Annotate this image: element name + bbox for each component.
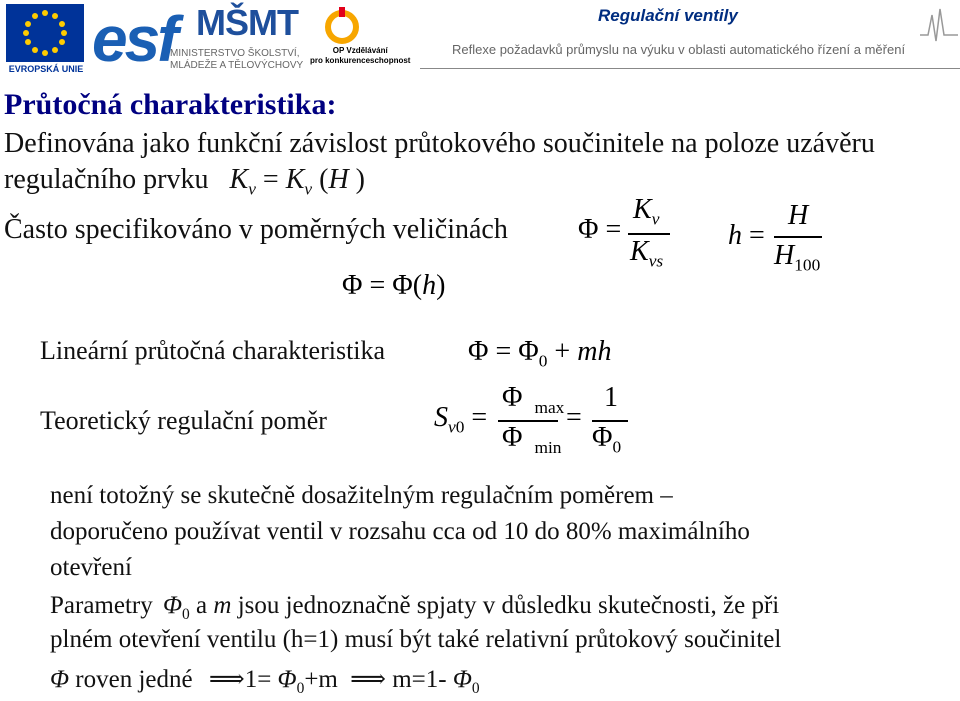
h-equals: h =: [728, 220, 765, 251]
phi-numerator: $K_v$: [633, 194, 660, 229]
header-title: Regulační ventily: [598, 6, 738, 25]
msmt-logo: MŠMT: [196, 2, 298, 43]
phi-denominator: $K_{vs}$: [630, 236, 664, 271]
sv0-symbol: $S_{v0}$ =: [434, 402, 488, 437]
parameters-line-1: Parametry $\Phi_0$ a m jsou jednoznačně spjaty v důsledku skutečnosti, že při: [50, 592, 780, 623]
header-subtitle: Reflexe požadavků průmyslu na výuku v oblasti automatického řízení a měření: [452, 42, 906, 57]
parameters-word: Parametry: [50, 592, 153, 619]
note-line-3: otevření: [50, 554, 132, 581]
msmt-line2: MLÁDEŽE A TĚLOVÝCHOVY: [170, 60, 304, 71]
theoretical-ratio-label: Teoretický regulační poměr: [40, 406, 327, 435]
eu-label: EVROPSKÁ UNIE: [8, 64, 84, 74]
m-equals: m=1-: [392, 666, 447, 693]
equal-one-text: roven jedné: [75, 666, 193, 693]
ratio-numerator: Φ $_{max}$: [502, 382, 565, 417]
phi-equals: Φ =: [578, 214, 622, 245]
one-numerator: 1: [604, 382, 618, 413]
parameters-line-2: plném otevření ventilu (h=1) musí být také relativní průtokový součinitel: [50, 626, 782, 653]
signal-wave-icon: [920, 5, 958, 50]
parameters-rest: jsou jednoznačně spjaty v důsledku skutečnosti, že při: [237, 592, 780, 619]
eu-flag-logo: [6, 4, 84, 62]
section-heading: Průtočná charakteristika:: [4, 88, 337, 121]
opvk-logo-icon: [317, 5, 367, 45]
opvk-text: [310, 46, 410, 66]
kv-formula: $K_v = K_v$ (H ): [229, 164, 365, 199]
phi-fraction-line: [628, 233, 670, 235]
definition-text: regulačního prvku: [4, 164, 209, 195]
definition-line: Definována jako funkční závislost průtokového součinitele na poloze uzávěru: [4, 128, 875, 159]
linear-characteristic-label: Lineární průtočná charakteristika: [40, 336, 386, 365]
note-line-2: doporučeno používat ventil v rozsahu cca od 10 do 80% maximálního: [50, 518, 750, 545]
definition-line-2: [4, 164, 365, 200]
linear-formula: $\Phi = \Phi_0$ + mh: [468, 336, 612, 371]
phi-of-h-formula: Φ = Φ(h): [342, 270, 446, 301]
h-denominator: $H_{100}$: [774, 240, 821, 275]
plus-m: +m: [304, 666, 338, 693]
ratio-denominator: Φ $_{min}$: [502, 422, 562, 457]
h-numerator: H: [788, 200, 809, 231]
one-equals: 1=: [244, 666, 272, 693]
relative-quantities-line: Často specifikováno v poměrných veličinách: [4, 214, 508, 245]
h-fraction-line: [774, 236, 822, 238]
msmt-text: [170, 48, 303, 72]
header-divider: [420, 68, 960, 69]
phi0-denominator: $\Phi_0$: [592, 422, 622, 457]
opvk-line2: pro konkurenceschopnost: [310, 56, 411, 65]
note-line-1: není totožný se skutečně dosažitelným regulačním poměrem –: [50, 482, 673, 509]
parameters-line-3: Φ roven jedné ⟹1= $\Phi_0+m$ ⟹ m=1- $\Phi_0$: [50, 666, 480, 697]
parameters-and: a: [196, 592, 208, 619]
esf-logo: esf: [92, 3, 176, 75]
opvk-line1: OP Vzdělávání: [332, 46, 388, 55]
eu-stars-icon: [6, 4, 84, 62]
msmt-line1: MINISTERSTVO ŠKOLSTVÍ,: [170, 48, 300, 59]
equals-sign: =: [566, 402, 582, 433]
